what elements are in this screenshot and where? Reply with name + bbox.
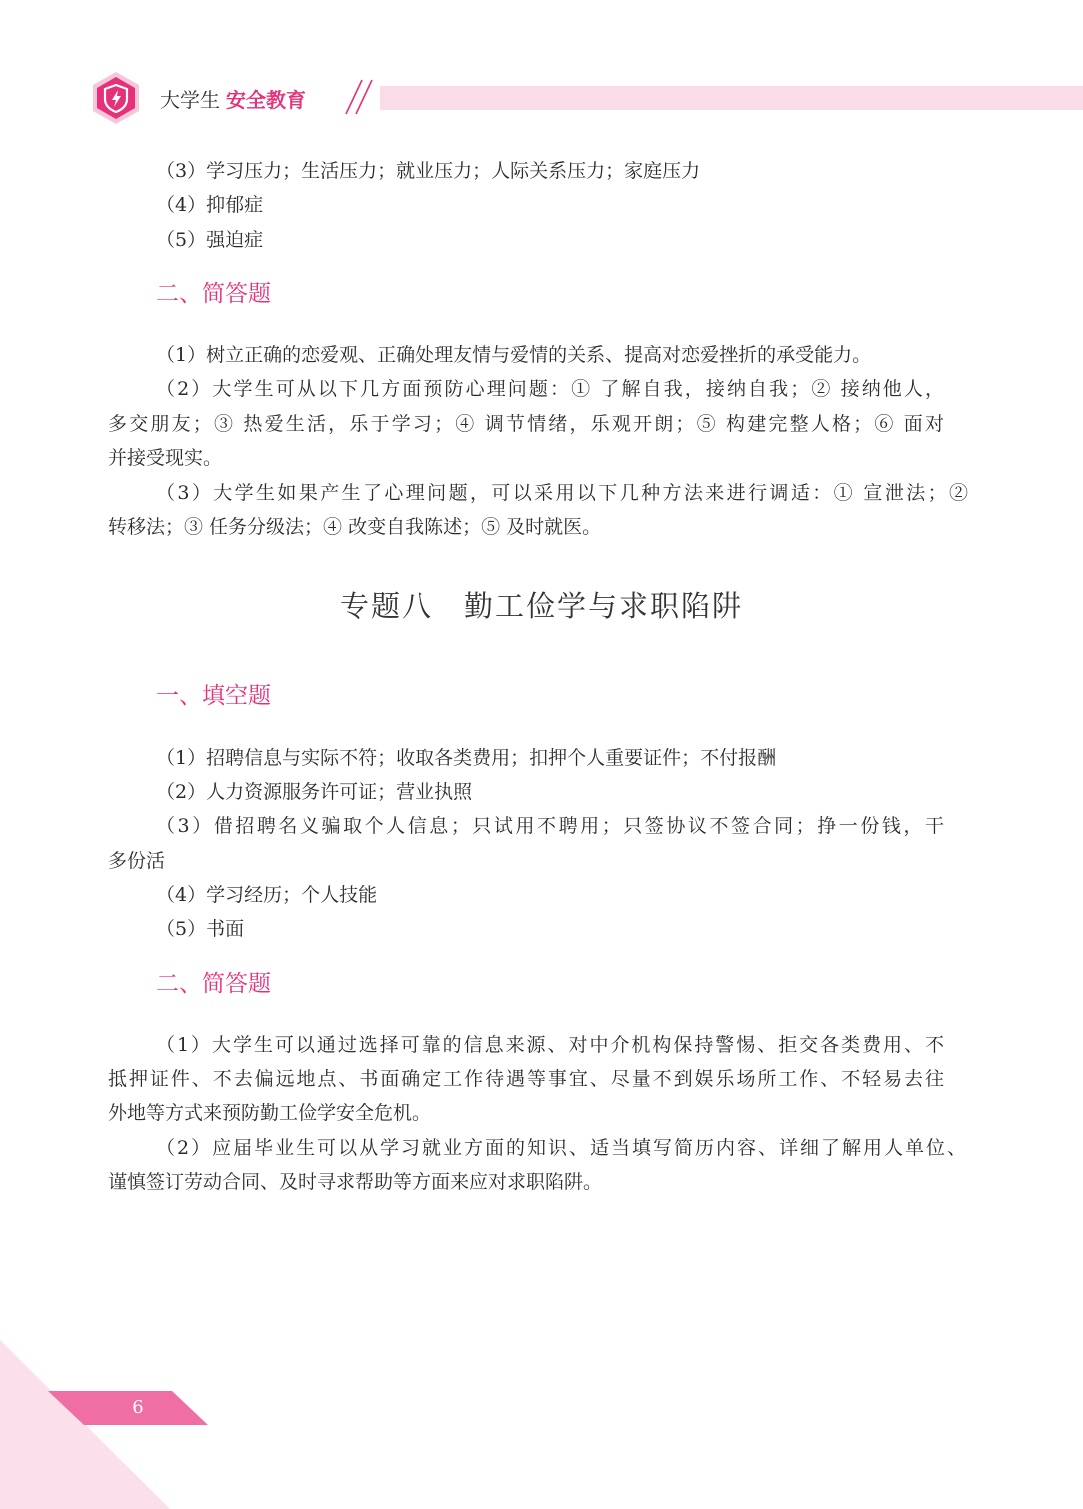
paragraph-line: （2）应届毕业生可以从学习就业方面的知识、适当填写简历内容、详细了解用人单位、 — [156, 1137, 966, 1159]
paragraph-line: （2）大学生可从以下几方面预防心理问题：① 了解自我，接纳自我；② 接纳他人， — [156, 378, 944, 400]
list-item: （1）招聘信息与实际不符；收取各类费用；扣押个人重要证件；不付报酬 — [156, 747, 777, 769]
paragraph-line: （1）树立正确的恋爱观、正确处理友情与爱情的关系、提高对恋爱挫折的承受能力。 — [156, 344, 872, 366]
header-title-accent: 安全教育 — [226, 88, 306, 112]
section-heading-short-answer: 二、简答题 — [156, 971, 271, 997]
decorative-slashes — [342, 74, 382, 118]
paragraph-line: 抵押证件、不去偏远地点、书面确定工作待遇等事宜、尽量不到娱乐场所工作、不轻易去往 — [108, 1068, 944, 1090]
header-title — [160, 86, 306, 114]
paragraph-line: （1）大学生可以通过选择可靠的信息来源、对中介机构保持警惕、拒交各类费用、不 — [156, 1034, 944, 1056]
list-item: （4）学习经历；个人技能 — [156, 884, 378, 906]
header-title-prefix: 大学生 — [160, 88, 220, 112]
list-item: （2）人力资源服务许可证；营业执照 — [156, 781, 473, 803]
paragraph-line: 并接受现实。 — [108, 447, 223, 469]
paragraph-line: （3）大学生如果产生了心理问题，可以采用以下几种方法来进行调适：① 宣泄法；② — [156, 482, 968, 504]
list-item: （3）借招聘名义骗取个人信息；只试用不聘用；只签协议不签合同；挣一份钱，干 — [156, 815, 944, 837]
paragraph-line: 谨慎签订劳动合同、及时寻求帮助等方面来应对求职陷阱。 — [108, 1171, 603, 1193]
shield-lightning-icon — [88, 70, 144, 126]
list-item: （3）学习压力；生活压力；就业压力；人际关系压力；家庭压力 — [156, 160, 701, 182]
paragraph-line: 外地等方式来预防勤工俭学安全危机。 — [108, 1102, 432, 1124]
paragraph-line: 多交朋友；③ 热爱生活，乐于学习；④ 调节情绪，乐观开朗；⑤ 构建完整人格；⑥ 面对 — [108, 413, 944, 435]
paragraph-line: 转移法；③ 任务分级法；④ 改变自我陈述；⑤ 及时就医。 — [108, 516, 602, 538]
list-item: （5）强迫症 — [156, 229, 264, 251]
list-item: （4）抑郁症 — [156, 194, 264, 216]
section-heading-short-answer: 二、简答题 — [156, 281, 271, 307]
topic-title: 专题八 勤工俭学与求职陷阱 — [339, 589, 743, 623]
section-heading-fill-in: 一、填空题 — [156, 683, 271, 709]
page-number: 6 — [132, 1397, 144, 1418]
list-item: （5）书面 — [156, 918, 245, 940]
list-item: 多份活 — [108, 850, 166, 872]
